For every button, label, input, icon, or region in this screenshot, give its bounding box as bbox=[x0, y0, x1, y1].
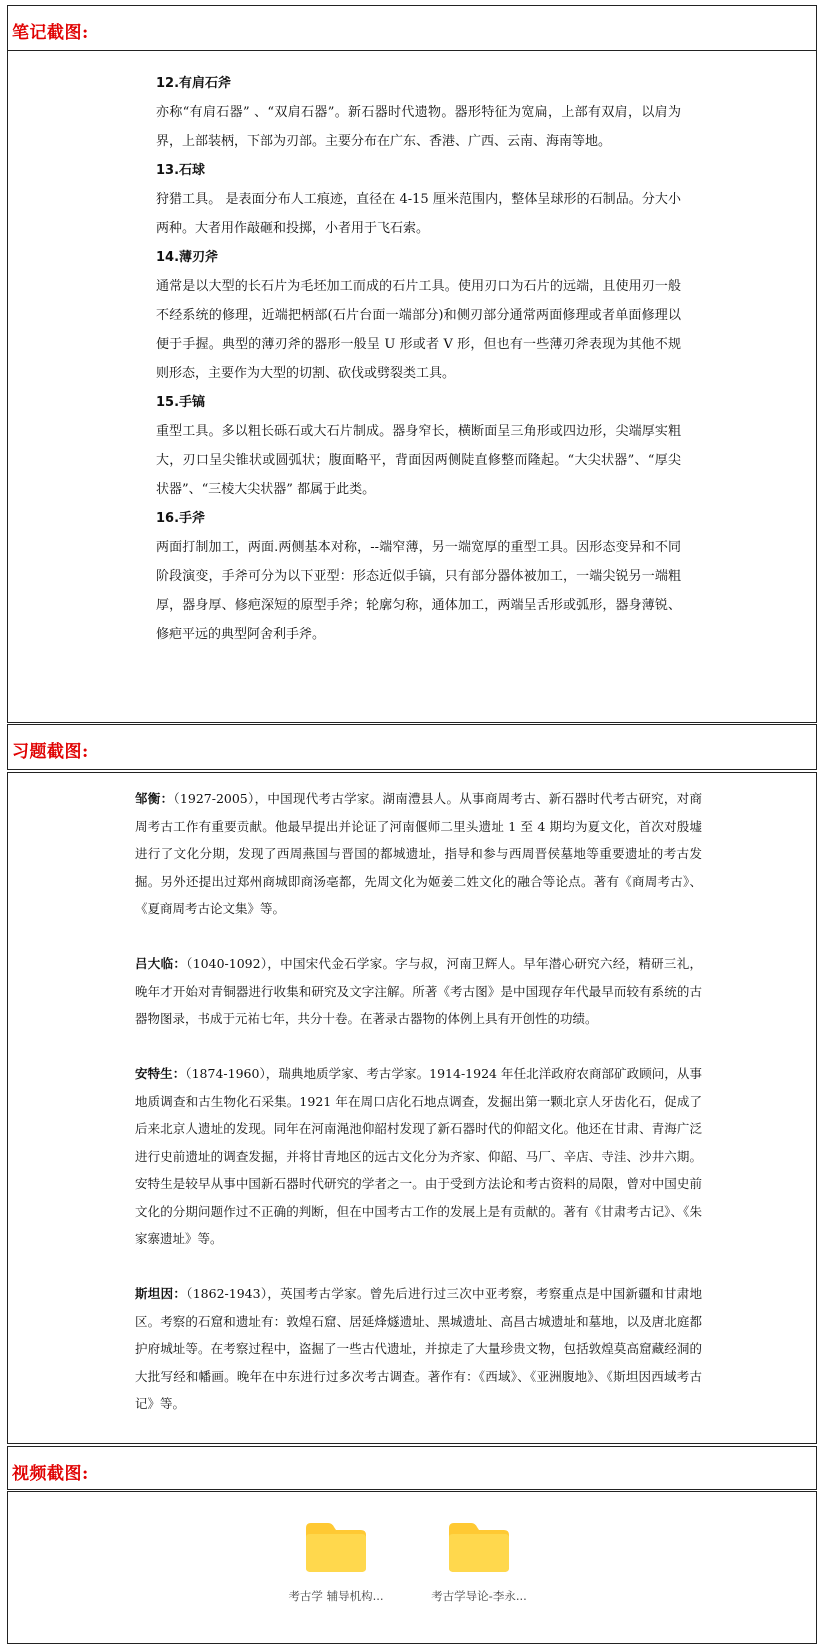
note-text: 狩猎工具。 是表面分布人工痕迹，直径在 4-15 厘米范围内，整体呈球形的石制品。分大小两种。大者用作敲砸和投掷，小者用于飞石索。 bbox=[156, 192, 681, 236]
notes-section-header bbox=[7, 5, 817, 51]
note-entry bbox=[156, 243, 681, 388]
exercise-entry bbox=[135, 950, 702, 1033]
note-entry bbox=[156, 69, 681, 156]
notes-content-panel bbox=[7, 50, 817, 723]
note-heading: 15.手镐 bbox=[156, 395, 206, 410]
exercise-definition: （1040-1092），中国宋代金石学家。字与叔，河南卫辉人。早年潜心研究六经，精研三礼，晚年才开始对青铜器进行收集和研究及文字注解。所著《考古图》是中国现存年代最早而较有系统的古器物图录，书成于元祐七年，共分十卷。在著录古器物的体例上具有开创性的功绩。 bbox=[135, 956, 702, 1026]
note-entry bbox=[156, 504, 681, 649]
notes-section-title: 笔记截图: bbox=[12, 23, 89, 43]
exercise-term: 安特生： bbox=[135, 1066, 186, 1081]
exercise-section-header bbox=[7, 724, 817, 770]
folder-label: 考古学导论-李永... bbox=[431, 1589, 527, 1603]
video-content-panel bbox=[7, 1491, 817, 1644]
exercise-definition: （1862-1943），英国考古学家。曾先后进行过三次中亚考察，考察重点是中国新疆和甘肃地区。考察的石窟和遗址有：敦煌石窟、居延烽燧遗址、黑城遗址、高昌古城遗址和墓地，以及唐北庭都护府城址等。在考察过程中，盗掘了一些古代遗址，并掠走了大量珍贵文物，包括敦煌莫高窟藏经洞的大批写经和幡画。晚年在中东进行过多次考古调查。著作有：《西域》、《亚洲腹地》、《斯坦因西域考古记》等。 bbox=[135, 1286, 702, 1411]
exercise-definition: （1874-1960），瑞典地质学家、考古学家。1914-1924 年任北洋政府农商部矿政顾问，从事地质调查和古生物化石采集。1921 年在周口店化石地点调查，发掘出第一颗北京人牙齿化石，促成了后来北京人遗址的发现。同年在河南渑池仰韶村发现了新石器时代的仰韶文化。他还在甘肃、青海广泛进行史前遗址的调查发掘，并将甘青地区的远古文化分为齐家、仰韶、马厂、辛店、寺洼、沙井六期。安特生是较早从事中国新石器时代研究的学者之一。由于受到方法论和考古资料的局限，曾对中国史前文化的分期问题作过不正确的判断，但在中国考古工作的发展上是有贡献的。著有《甘肃考古记》、《朱家寨遗址》等。 bbox=[135, 1066, 702, 1246]
folder-icon bbox=[447, 1520, 511, 1574]
exercise-content-panel bbox=[7, 772, 817, 1444]
notes-text bbox=[156, 69, 681, 649]
note-text: 亦称“有肩石器” 、“双肩石器”。新石器时代遗物。器形特征为宽扁，上部有双肩，以肩为界，上部装柄，下部为刃部。主要分布在广东、香港、广西、云南、海南等地。 bbox=[156, 105, 681, 149]
exercise-term: 斯坦因： bbox=[135, 1286, 187, 1301]
note-text: 通常是以大型的长石片为毛坯加工而成的石片工具。使用刃口为石片的远端，且使用刃一般不经系统的修理，近端把柄部(石片台面一端部分)和侧刃部分通常两面修理或者单面修理以便于手握。典型的薄刃斧的器形一般呈 U 形或者 V 形，但也有一些薄刃斧表现为其他不规则形态，主要作为大型的切割、砍伐或劈裂类工具。 bbox=[156, 279, 681, 381]
exercise-entry bbox=[135, 1060, 702, 1253]
exercise-term: 吕大临： bbox=[135, 956, 187, 971]
note-heading: 14.薄刃斧 bbox=[156, 250, 219, 265]
video-section-title: 视频截图: bbox=[12, 1464, 89, 1484]
note-heading: 13.石球 bbox=[156, 163, 206, 178]
note-text: 重型工具。多以粗长砾石或大石片制成。器身窄长，横断面呈三角形或四边形，尖端厚实粗大，刃口呈尖锥状或圆弧状；腹面略平，背面因两侧陡直修整而隆起。“大尖状器”、“厚尖状器”、“三棱大尖状器” 都属于此类。 bbox=[156, 424, 681, 497]
video-section-header bbox=[7, 1446, 817, 1490]
exercise-text bbox=[135, 785, 702, 1445]
exercise-entry bbox=[135, 1280, 702, 1418]
note-entry bbox=[156, 388, 681, 504]
folder-icon bbox=[304, 1520, 368, 1574]
folder-label: 考古学 辅导机构... bbox=[288, 1589, 384, 1603]
exercise-definition: （1927-2005），中国现代考古学家。湖南澧县人。从事商周考古、新石器时代考古研究，对商周考古工作有重要贡献。他最早提出并论证了河南偃师二里头遗址 1 至 4 期均为夏文化，首次对殷墟进行了文化分期，发现了西周燕国与晋国的都城遗址，指导和参与西周晋侯墓地等重要遗址的考古发掘。另外还提出过郑州商城即商汤亳都，先周文化为姬姜二姓文化的融合等论点。著有《商周考古》、《夏商周考古论文集》等。 bbox=[135, 791, 702, 916]
exercise-section-title: 习题截图: bbox=[12, 742, 89, 762]
note-heading: 12.有肩石斧 bbox=[156, 76, 232, 91]
exercise-term: 邹衡： bbox=[135, 791, 174, 806]
note-text: 两面打制加工，两面.两侧基本对称，--端窄薄，另一端宽厚的重型工具。因形态变异和不同阶段演变，手斧可分为以下亚型：形态近似手镐，只有部分器体被加工，一端尖锐另一端粗厚，器身厚、修疤深短的原型手斧；轮廓匀称，通体加工，两端呈舌形或弧形，器身薄锐、修疤平远的典型阿舍利手斧。 bbox=[156, 540, 681, 642]
exercise-entry bbox=[135, 785, 702, 923]
folder-item[interactable] bbox=[424, 1520, 534, 1604]
folder-item[interactable] bbox=[281, 1520, 391, 1604]
note-entry bbox=[156, 156, 681, 243]
note-heading: 16.手斧 bbox=[156, 511, 206, 526]
